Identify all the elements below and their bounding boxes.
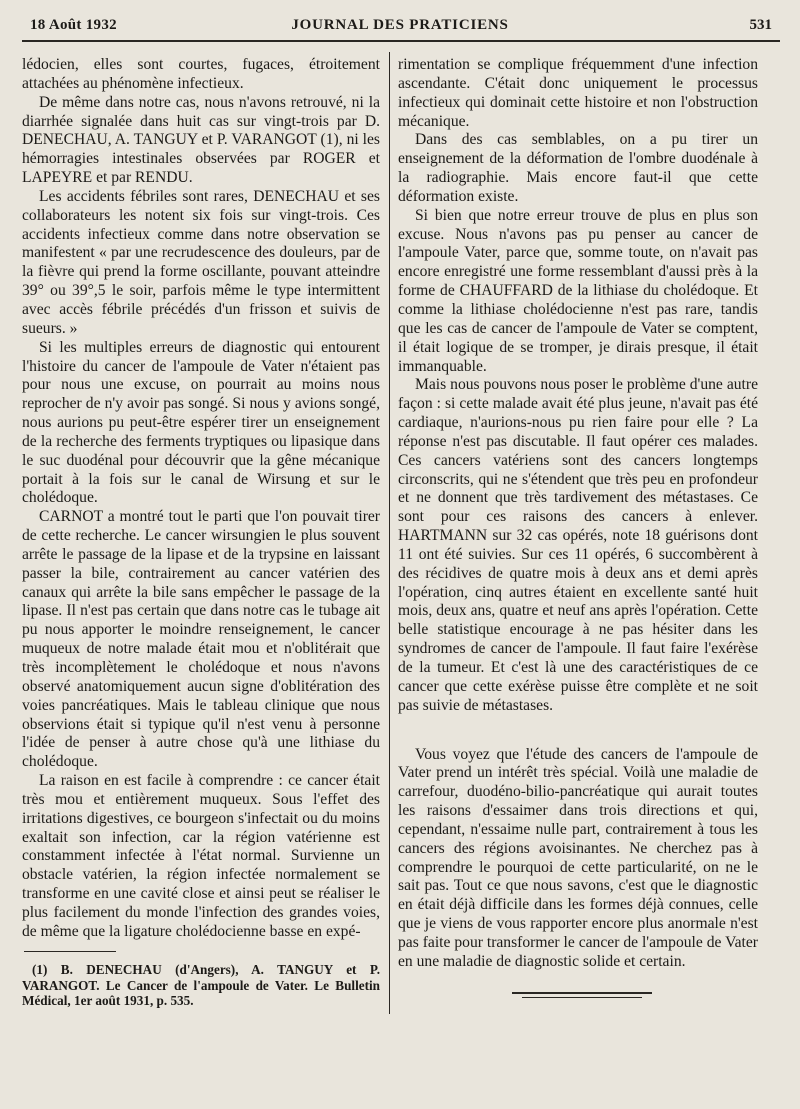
left-column xyxy=(22,56,380,942)
page-number: 531 xyxy=(749,17,772,33)
header-rule xyxy=(22,40,780,42)
page-header xyxy=(0,17,800,39)
paragraph: La raison en est facile à comprendre : ce cancer était très mou et entièrement muqueux. Sous l'effet des irritations digestives, ce bourgeon s'infectait ou du moins exaltait son infection, car la région vatérienne est constamment infectée à l'état normal. Survienne un obstacle vatérien, la région infectée normalement se transforme en une cavité close et ainsi peut se réaliser le plus facilement du monde l'infection des grandes voies, de même que la ligature cholédocienne basse en expé- xyxy=(22,772,380,940)
end-rule xyxy=(512,992,652,994)
column-divider xyxy=(389,52,390,1014)
paragraph: Mais nous pouvons nous poser le problème d'une autre façon : si cette malade avait été plus jeune, n'avait pas été cardiaque, n'aurions-nous pu rien faire pour elle ? La réponse n'est pas discutable. Il faut opérer ces malades. Ces cancers vatériens sont des cancers longtemps circonscrits, qui ne s'étendent que très peu en profondeur et ne donnent que très tardivement des métastases. Ce sont pour ces raisons des cancers à enlever. HARTMANN sur 32 cas opérés, note 18 guérisons dont 11 ont été suivies. Sur ces 11 opérés, 6 succombèrent à des récidives de quatre mois à deux ans et demi après l'opération, cinq autres étaient en excellente santé huit mois, deux ans, quatre et neuf ans après l'opération. Cette belle statistique encourage à ne pas hésiter dans les syndromes de cancer de l'ampoule. Il faut faire l'exérèse de la tumeur. Et c'est là une des caractéristiques de ce cancer que cette exérèse puisse être complète et ne soit pas suivie de métastases. xyxy=(398,376,758,714)
right-column xyxy=(398,56,758,972)
end-rule-thin xyxy=(522,997,642,998)
paragraph: CARNOT a montré tout le parti que l'on pouvait tirer de cette recherche. Le cancer wirsungien le plus souvent arrête le passage de la lipase et de la trypsine en laissant passer la bile, contrairement au cancer vatérien des canaux qui arrête la bile sans empêcher le passage de la lipase. Il n'est pas certain que dans notre cas le tubage ait pu nous apporter le moindre renseignement, le cancer muqueux de notre malade était mou et n'oblitérait que très incomplètement le cholédoque et nous n'avons observé anatomiquement aucun signe d'oblitération des voies pancréatiques. Mais le tableau clinique que nous observions était si typique qu'il n'est venu à personne l'idée de penser à autre chose qu'à une lithiase du cholédoque. xyxy=(22,508,380,771)
footnote-rule xyxy=(24,951,116,952)
footnote xyxy=(22,962,380,1009)
paragraph: Les accidents fébriles sont rares, DENECHAU et ses collaborateurs les notent six fois sur vingt-trois. Ces accidents infectieux comme dans notre observation se manifestent « par une recrudescence des douleurs, par de la fièvre qui prend la forme oscillante, pouvant atteindre 39° ou 39°,5 le soir, parfois même le type intermittent avec accès fébrile précédés d'un frisson et suivis de sueurs. » xyxy=(22,187,380,337)
paragraph: Dans des cas semblables, on a pu tirer un enseignement de la déformation de l'ombre duodénale à la radiographie. Mais encore faut-il que cette déformation existe. xyxy=(398,131,758,205)
paragraph: Si bien que notre erreur trouve de plus en plus son excuse. Nous n'avons pas pu penser au cancer de l'ampoule Vater, parce que, somme toute, on n'avait pas encore enregistré une forme ressemblant d'aussi près à la forme de CHAUFFARD de la lithiase du cholédoque. Et comme la lithiase cholédocienne n'est pas rare, tandis que les cas de cancer de l'ampoule de Vater se comptent, il était logique de se tromper, je dirais presque, il était immanquable. xyxy=(398,206,758,375)
paragraph: lédocien, elles sont courtes, fugaces, étroitement attachées au phénomène infectieux. xyxy=(22,56,380,92)
paragraph: Si les multiples erreurs de diagnostic qui entourent l'histoire du cancer de l'ampoule de Vater n'étaient pas pour nous une excuse, on pourrait au moins nous reprocher de n'y avoir pas songé. Si nous y avions songé, nous aurions pu peut-être espérer tirer un enseignement de la recherche des ferments tryptiques ou lipasique dans le suc duodénal pour découvrir que la gêne mécanique portait à la fois sur le canal de Wirsung et sur le cholédoque. xyxy=(22,338,380,507)
journal-title: JOURNAL DES PRATICIENS xyxy=(291,17,509,33)
header-date: 18 Août 1932 xyxy=(30,17,117,33)
footnote-text: (1) B. DENECHAU (d'Angers), A. TANGUY et P. VARANGOT. Le Cancer de l'ampoule de Vater. Le Bulletin Médical, 1er août 1931, p. 535. xyxy=(22,962,380,1008)
paragraph: De même dans notre cas, nous n'avons retrouvé, ni la diarrhée signalée dans huit cas sur vingt-trois par D. DENECHAU, A. TANGUY et P. VARANGOT (1), ni les hémorragies intestinales observées par ROGER et LAPEYRE et par RENDU. xyxy=(22,93,380,187)
paragraph: Vous voyez que l'étude des cancers de l'ampoule de Vater prend un intérêt très spécial. Voilà une maladie de carrefour, duodéno-bilio-pancréatique qui aurait toutes les raisons d'essaimer dans trois directions et qui, cependant, n'essaime nulle part, contrairement à tous les cancers des régions avoisinantes. Ne cherchez pas à comprendre le pourquoi de cette particularité, on ne le sait pas. Tout ce que nous savons, c'est que le diagnostic en était déjà difficile dans les formes déjà connues, celle que je viens de vous rapporter encore plus anormale n'est pas faite pour transformer le cancer de l'ampoule de Vater en une maladie de diagnostic solide et certain. xyxy=(398,745,758,970)
paragraph: rimentation se complique fréquemment d'une infection ascendante. C'était donc uniquement le processus infectieux qui dominait cette histoire et non l'obstruction mécanique. xyxy=(398,56,758,130)
